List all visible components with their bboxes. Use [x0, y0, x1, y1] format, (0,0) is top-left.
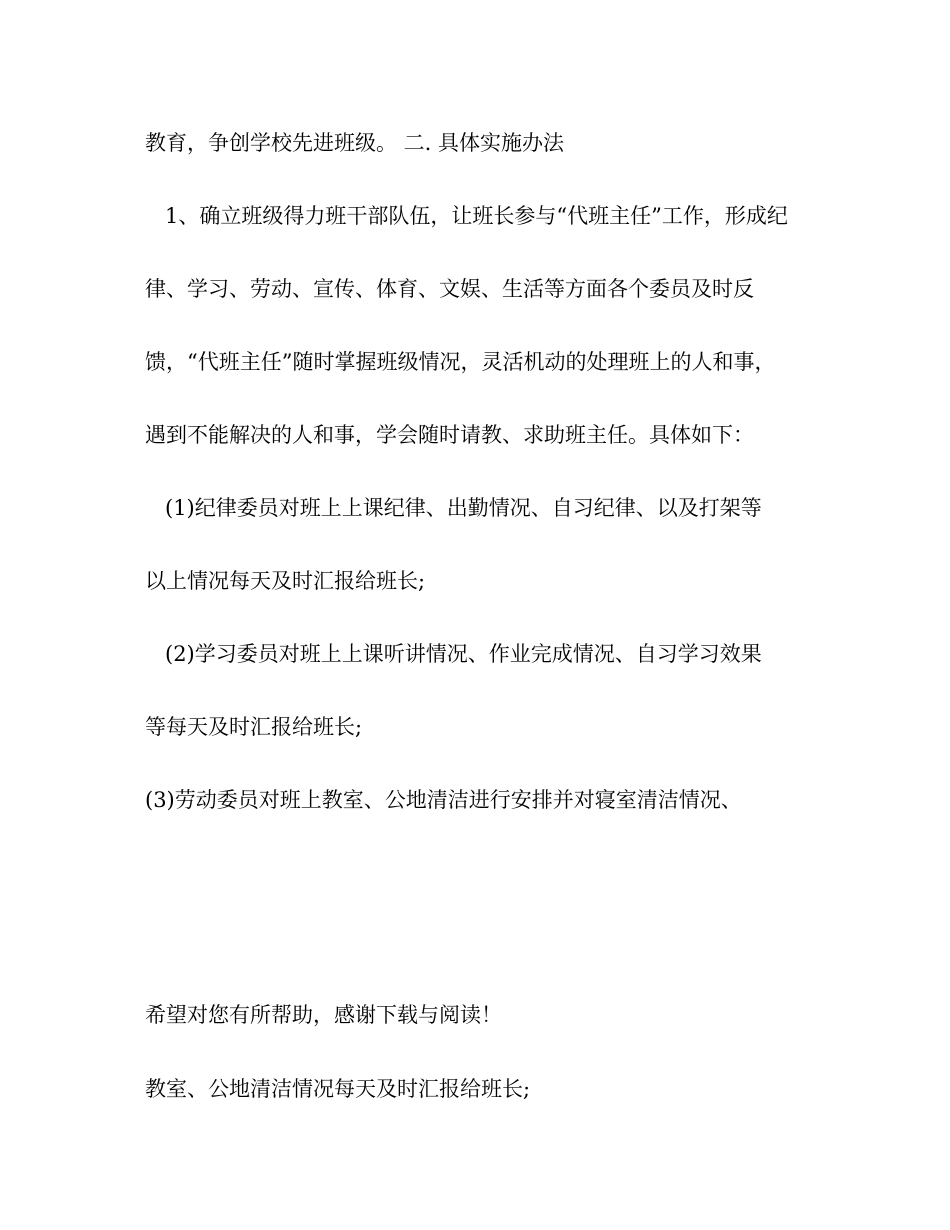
text-line: 教育，争创学校先进班级。 二. 具体实施办法: [145, 131, 565, 155]
text-line: (3)劳动委员对班上教室、公地清洁进行安排并对寝室清洁情况、: [145, 788, 742, 812]
text-line: (2)学习委员对班上上课听讲情况、作业完成情况、自习学习效果: [165, 642, 762, 666]
text-line: 律、学习、劳动、宣传、体育、文娱、生活等方面各个委员及时反: [145, 277, 754, 301]
text-line: 遇到不能解决的人和事，学会随时请教、求助班主任。具体如下：: [145, 423, 754, 447]
text-line: 1、确立班级得力班干部队伍，让班长参与“代班主任”工作，形成纪: [165, 204, 788, 228]
closing-note: 希望对您有所帮助，感谢下载与阅读！: [145, 1003, 502, 1027]
text-line: 教室、公地清洁情况每天及时汇报给班长;: [145, 1077, 531, 1101]
text-line: 馈，“代班主任”随时掌握班级情况，灵活机动的处理班上的人和事，: [145, 350, 776, 374]
text-line: 以上情况每天及时汇报给班长;: [145, 569, 426, 593]
text-line: (1)纪律委员对班上上课纪律、出勤情况、自习纪律、以及打架等: [165, 496, 762, 520]
text-line: 等每天及时汇报给班长;: [145, 715, 363, 739]
